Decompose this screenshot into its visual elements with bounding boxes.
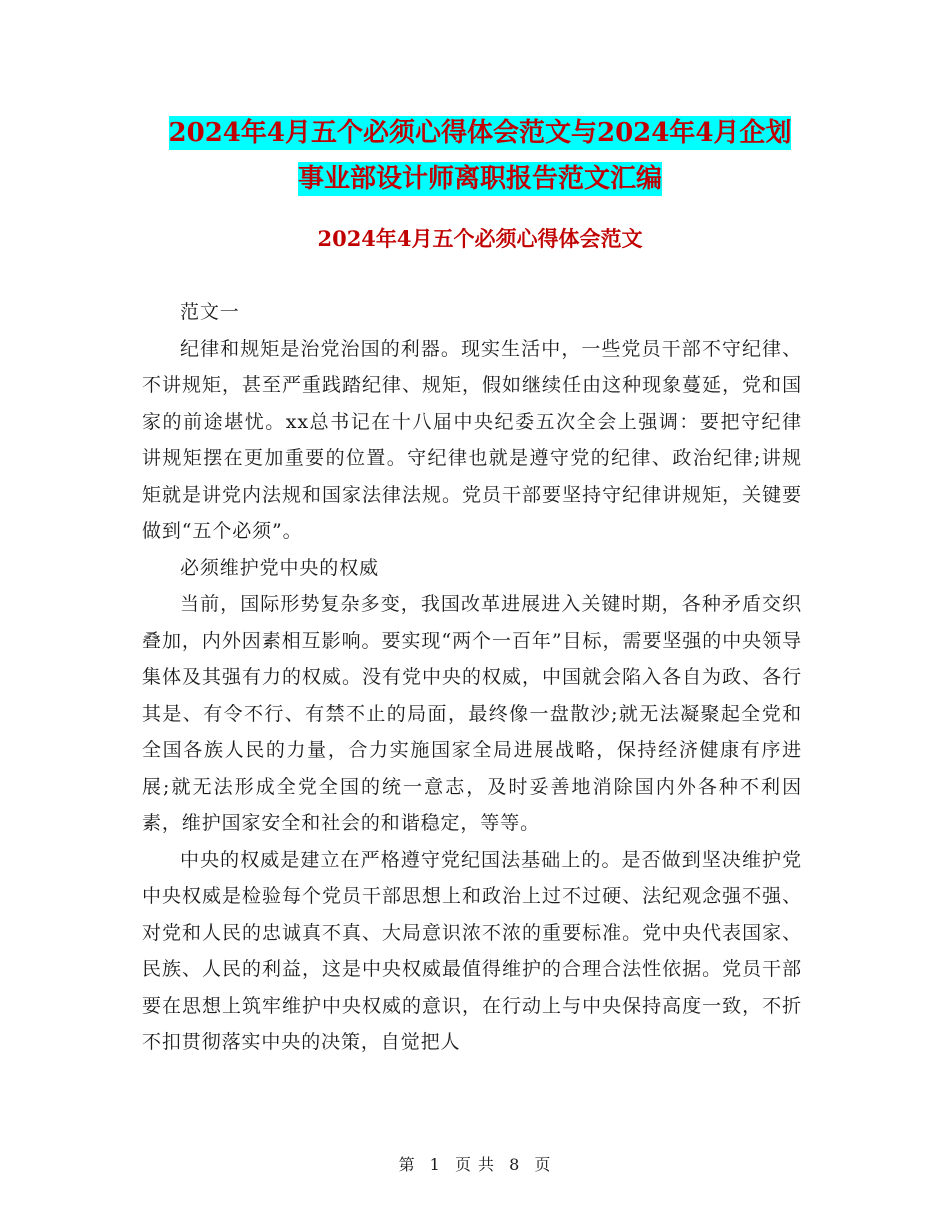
page-number-prefix: 第 <box>398 1155 416 1174</box>
subheading: 必须维护党中央的权威 <box>180 556 380 579</box>
document-title-line-1: 2024年4月五个必须心得体会范文与2024年4月企划 <box>168 118 792 148</box>
document-body <box>142 294 802 1061</box>
total-pages-number: 8 <box>509 1155 521 1174</box>
paragraph: 当前，国际形势复杂多变，我国改革进展进入关键时期，各种矛盾交织叠加，内外因素相互影响。要实现“两个一百年”目标，需要坚强的中央领导集体及其强有力的权威。没有党中央的权威，中国就会陷入各自为政、各行其是、有令不行、有禁不止的局面，最终像一盘散沙;就无法凝聚起全党和全国各族人民的力量，合力实施国家全局进展战略，保持经济健康有序进展;就无法形成全党全国的统一意志，及时妥善地消除国内外各种不利因素，维护国家安全和社会的和谐稳定，等等。 <box>142 593 802 834</box>
page-number-suffix: 页 <box>534 1155 552 1174</box>
page-footer <box>0 1152 950 1175</box>
paragraph: 纪律和规矩是治党治国的利器。现实生活中，一些党员干部不守纪律、不讲规矩，甚至严重践踏纪律、规矩，假如继续任由这种现象蔓延，党和国家的前途堪忧。xx总书记在十八届中央纪委五次全会上强调：要把守纪律讲规矩摆在更加重要的位置。守纪律也就是遵守党的纪律、政治纪律;讲规矩就是讲党内法规和国家法律法规。党员干部要坚持守纪律讲规矩，关键要做到“五个必须”。 <box>142 337 802 542</box>
section-title: 2024年4月五个必须心得体会范文 <box>317 226 643 251</box>
current-page-number: 1 <box>429 1155 441 1174</box>
document-title-line-2: 事业部设计师离职报告范文汇编 <box>297 164 662 194</box>
page-number-middle: 页 共 <box>454 1155 496 1174</box>
document-title <box>140 110 820 202</box>
paragraph: 中央的权威是建立在严格遵守党纪国法基础上的。是否做到坚决维护党中央权威是检验每个党员干部思想上和政治上过不过硬、法纪观念强不强、对党和人民的忠诚真不真、大局意识浓不浓的重要标准。党中央代表国家、民族、人民的利益，这是中央权威最值得维护的合理合法性依据。党员干部要在思想上筑牢维护中央权威的意识，在行动上与中央保持高度一致，不折不扣贯彻落实中央的决策，自觉把人 <box>142 848 802 1053</box>
paragraph-sample-label: 范文一 <box>180 301 240 323</box>
